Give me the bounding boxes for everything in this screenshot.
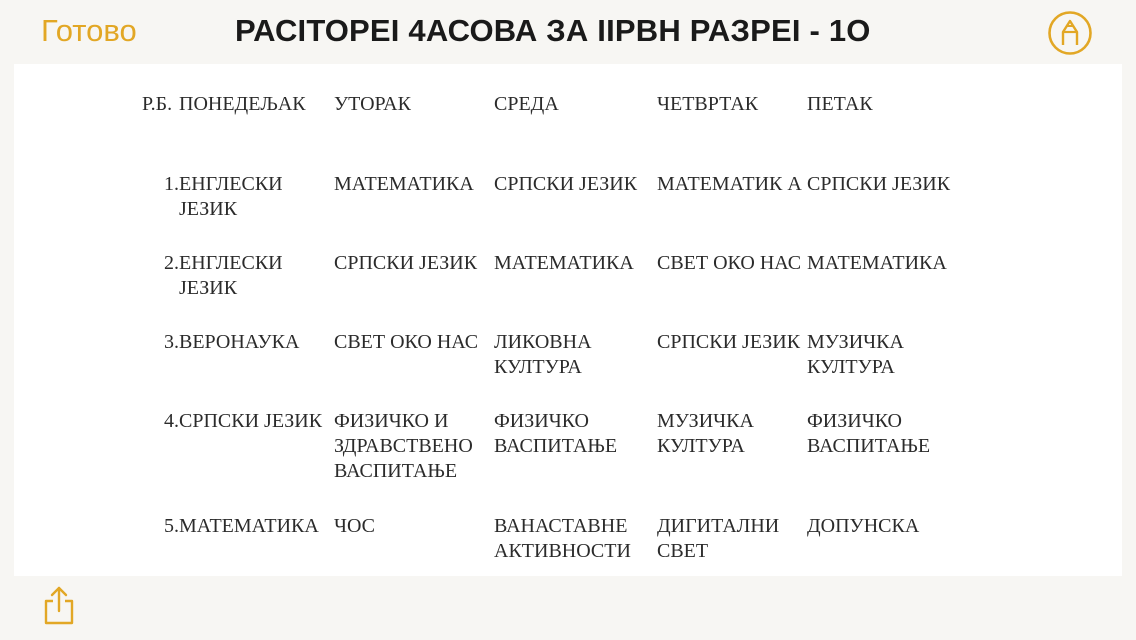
table-cell: ЧОС bbox=[334, 515, 376, 537]
table-cell: ДИГИТАЛНИ СВЕТ bbox=[657, 515, 780, 562]
row-number: 5. bbox=[164, 515, 179, 537]
table-row bbox=[142, 172, 967, 251]
table-cell: ФИЗИЧКО ВАСПИТАЊЕ bbox=[807, 410, 931, 457]
table-cell: СРПСКИ ЈЕЗИК bbox=[334, 252, 478, 274]
row-number: 1. bbox=[164, 173, 179, 195]
row-number: 3. bbox=[164, 331, 179, 353]
row-number: 2. bbox=[164, 252, 179, 274]
table-cell: МАТЕМАТИКА bbox=[494, 252, 634, 274]
table-cell: СРПСКИ ЈЕЗИК bbox=[807, 173, 951, 195]
document-page bbox=[14, 64, 1122, 576]
table-cell: ФИЗИЧКО ВАСПИТАЊЕ bbox=[494, 410, 618, 457]
table-cell: ФИЗИЧКО И ЗДРАВСТВЕНО ВАСПИТАЊЕ bbox=[334, 410, 473, 482]
table-cell: ЕНГЛЕСКИ ЈЕЗИК bbox=[179, 252, 283, 299]
table-row bbox=[142, 330, 967, 409]
document-title: РАСIТОРЕI 4АСОВА ЗА IIРВН РАЗРЕI - 1О bbox=[235, 13, 871, 48]
table-cell: МАТЕМАТИКА bbox=[179, 515, 319, 537]
table-row bbox=[142, 251, 967, 330]
header-cell: УТОРАК bbox=[334, 93, 411, 115]
header-cell: ПЕТАК bbox=[807, 93, 873, 115]
header-cell: Р.Б. bbox=[142, 93, 173, 115]
table-cell: ВАНАСТАВНЕ АКТИВНОСТИ bbox=[494, 515, 631, 562]
schedule-table bbox=[142, 82, 967, 574]
table-cell: СРПСКИ ЈЕЗИК bbox=[657, 331, 801, 353]
table-row bbox=[142, 409, 967, 514]
table-cell: ДОПУНСКА bbox=[807, 515, 920, 537]
table-cell: ЕНГЛЕСКИ ЈЕЗИК bbox=[179, 173, 283, 220]
row-number: 4. bbox=[164, 410, 179, 432]
table-cell: СВЕТ ОКО НАС bbox=[657, 252, 802, 274]
top-toolbar bbox=[0, 0, 1136, 64]
table-cell: ЛИКОВНА КУЛТУРА bbox=[494, 331, 592, 378]
table-header-row bbox=[142, 82, 967, 172]
done-button[interactable]: Готово bbox=[41, 13, 137, 48]
table-cell: МУЗИЧКА КУЛТУРА bbox=[807, 331, 904, 378]
share-icon[interactable] bbox=[42, 585, 76, 627]
table-cell: МУЗИЧКА КУЛТУРА bbox=[657, 410, 754, 457]
table-cell: СРПСКИ ЈЕЗИК bbox=[179, 410, 323, 432]
table-cell: МАТЕМАТИК А bbox=[657, 173, 802, 195]
table-cell: ВЕРОНАУКА bbox=[179, 331, 300, 353]
markup-pen-icon[interactable] bbox=[1047, 10, 1093, 56]
table-cell: МАТЕМАТИКА bbox=[807, 252, 947, 274]
table-cell: МАТЕМАТИКА bbox=[334, 173, 474, 195]
bottom-toolbar bbox=[0, 576, 1136, 640]
header-cell: ЧЕТВРТАК bbox=[657, 93, 759, 115]
table-cell: СВЕТ ОКО НАС bbox=[334, 331, 479, 353]
table-row bbox=[142, 514, 967, 574]
header-cell: ПОНЕДЕЉАК bbox=[179, 93, 306, 115]
header-cell: СРЕДА bbox=[494, 93, 559, 115]
table-cell: СРПСКИ ЈЕЗИК bbox=[494, 173, 638, 195]
